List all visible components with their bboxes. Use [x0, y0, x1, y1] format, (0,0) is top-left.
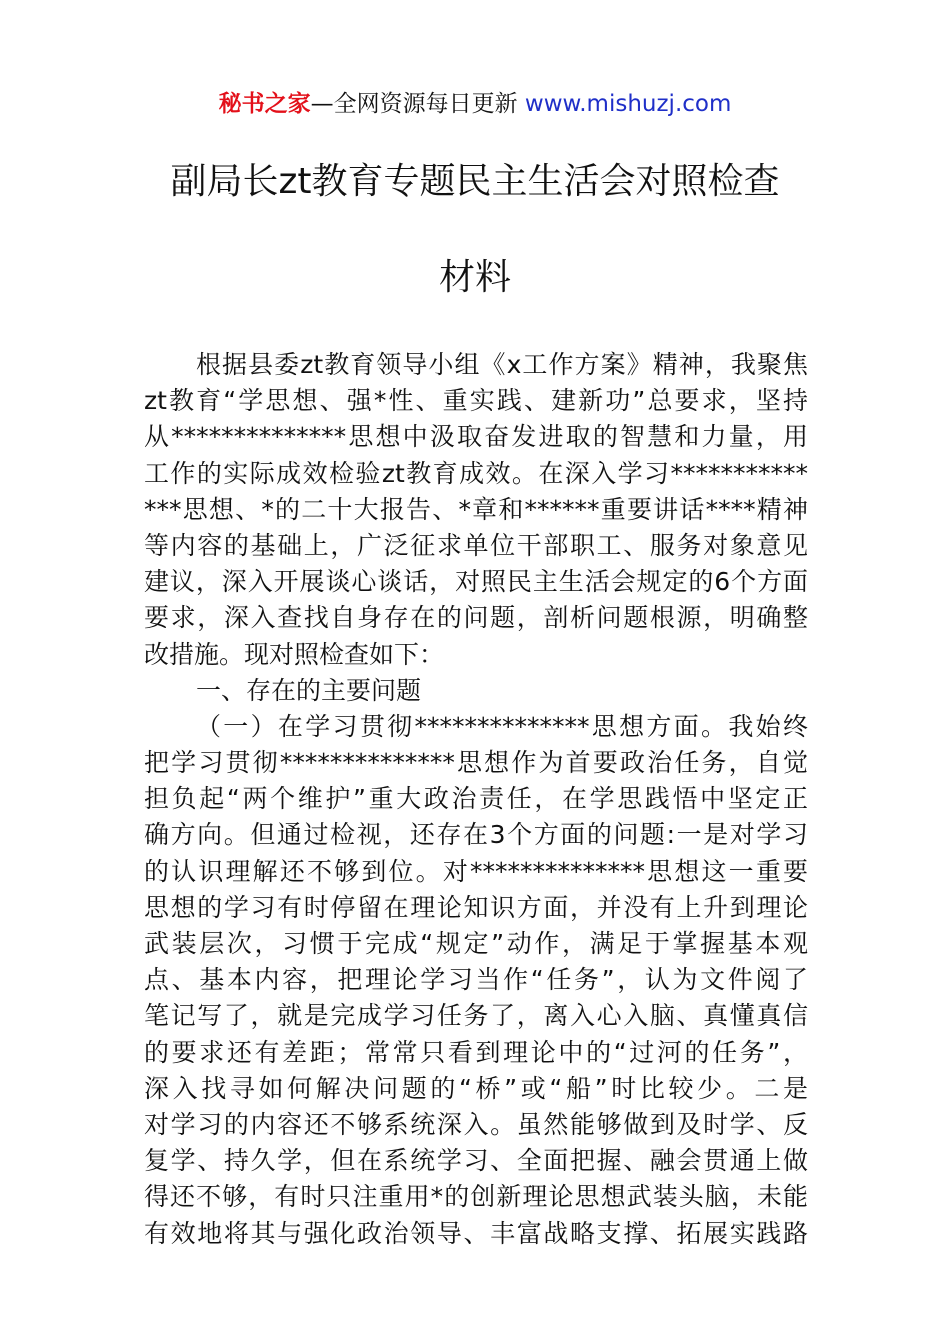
- site-url-link[interactable]: www.mishuzj.com: [524, 91, 732, 117]
- body-line: 把学习贯彻**************思想作为首要政治任务，自觉: [144, 748, 808, 778]
- body-line: 改措施。现对照检查如下：: [144, 639, 445, 669]
- body-line: 笔记写了，就是完成学习任务了，离入心入脑、真懂真信: [144, 1001, 808, 1031]
- document-title-line-1: 副局长zt教育专题民主生活会对照检查: [170, 161, 780, 202]
- body-line: ***思想、*的二十大报告、*章和******重要讲话****精神: [144, 494, 808, 524]
- body-line: 武装层次，习惯于完成“规定”动作，满足于掌握基本观: [144, 929, 808, 958]
- body-line: 点、基本内容，把理论学习当作“任务”，认为文件阅了: [144, 965, 808, 995]
- body-line: 根据县委zt教育领导小组《x工作方案》精神，我聚焦: [196, 350, 808, 379]
- document-title-line-2: 材料: [438, 257, 511, 298]
- document-body: [144, 347, 808, 1252]
- body-line: 工作的实际成效检验zt教育成效。在深入学习***********: [144, 458, 808, 488]
- body-line: 深入找寻如何解决问题的“桥”或“船”时比较少。二是: [144, 1073, 808, 1103]
- body-line: 从**************思想中汲取奋发进取的智慧和力量，用: [144, 422, 808, 452]
- body-line: 确方向。但通过检视，还存在3个方面的问题:一是对学习: [144, 820, 808, 850]
- body-line: 有效地将其与强化政治领导、丰富战略支撑、拓展实践路: [144, 1218, 808, 1248]
- body-line: 的认识理解还不够到位。对**************思想这一重要: [144, 856, 808, 886]
- body-line: zt教育“学思想、强*性、重实践、建新功”总要求，坚持: [144, 386, 808, 416]
- body-line: 的要求还有差距；常常只看到理论中的“过河的任务”，: [144, 1037, 808, 1067]
- body-line: 等内容的基础上，广泛征求单位干部职工、服务对象意见: [144, 530, 808, 560]
- body-line: 得还不够，有时只注重用*的创新理论思想武装头脑，未能: [144, 1182, 808, 1212]
- body-line: 思想的学习有时停留在理论知识方面，并没有上升到理论: [144, 892, 808, 922]
- site-tagline: —全网资源每日更新: [310, 91, 525, 117]
- body-line: 要求，深入查找自身存在的问题，剖析问题根源，明确整: [144, 603, 808, 633]
- body-line: 对学习的内容还不够系统深入。虽然能够做到及时学、反: [144, 1109, 808, 1139]
- body-line: （一）在学习贯彻**************思想方面。我始终: [196, 711, 808, 741]
- body-line: 担负起“两个维护”重大政治责任，在学思践悟中坚定正: [144, 784, 808, 814]
- brand-name[interactable]: 秘书之家: [218, 91, 311, 117]
- site-header: [0, 88, 950, 120]
- body-line: 复学、持久学，但在系统学习、全面把握、融会贯通上做: [144, 1146, 808, 1176]
- body-line: 建议，深入开展谈心谈话，对照民主生活会规定的6个方面: [144, 567, 808, 597]
- section-heading: 一、存在的主要问题: [196, 675, 422, 705]
